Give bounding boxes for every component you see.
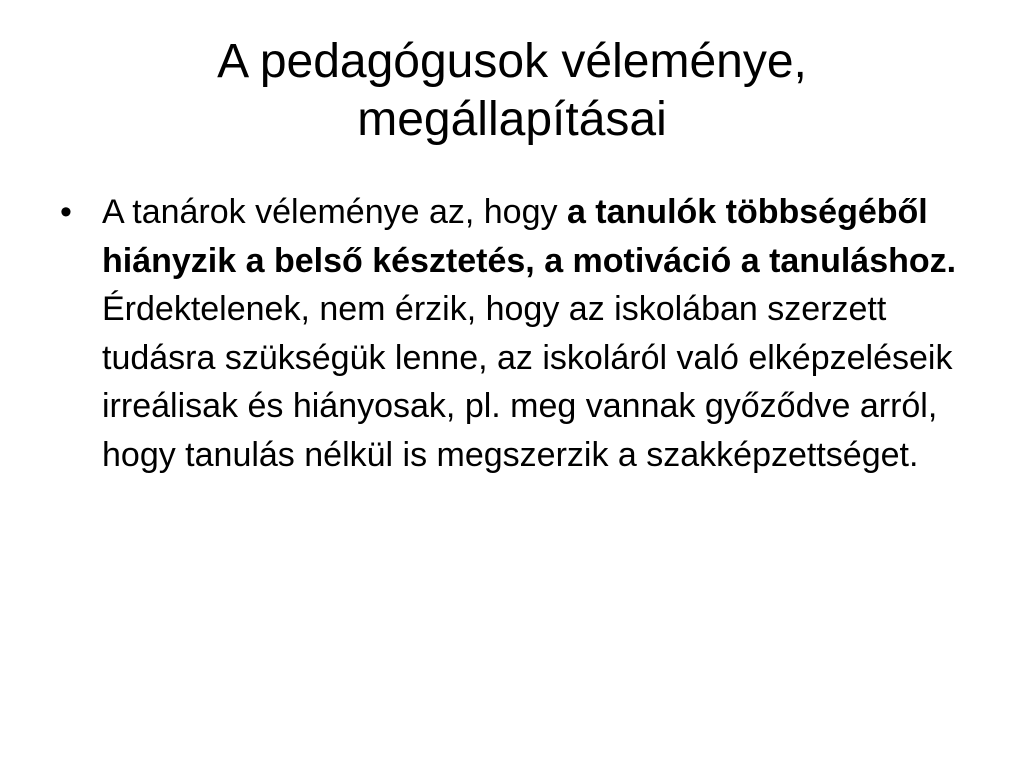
- title-line-2: megállapításai: [357, 93, 667, 146]
- slide-title: [40, 33, 984, 149]
- bullet-bold-text: a tanulók többségéből hiányzik a belső késztetés, a motiváció a tanuláshoz.: [102, 193, 957, 280]
- bullet-dot-icon: •: [60, 193, 72, 231]
- bullet-rest-text: Érdektelenek, nem érzik, hogy az iskolában szerzett tudásra szükségük lenne, az iskoláról való elképzeléseik irreálisak és hiányosak, pl. meg vannak győződve arról, hogy tanulás nélkül is megszerzik a szakképzettséget.: [102, 290, 953, 474]
- title-line-1: A pedagógusok véleménye,: [217, 35, 807, 88]
- bullet-list: [60, 188, 980, 480]
- bullet-intro-text: A tanárok véleménye az, hogy: [102, 193, 567, 231]
- bullet-item: [60, 188, 980, 480]
